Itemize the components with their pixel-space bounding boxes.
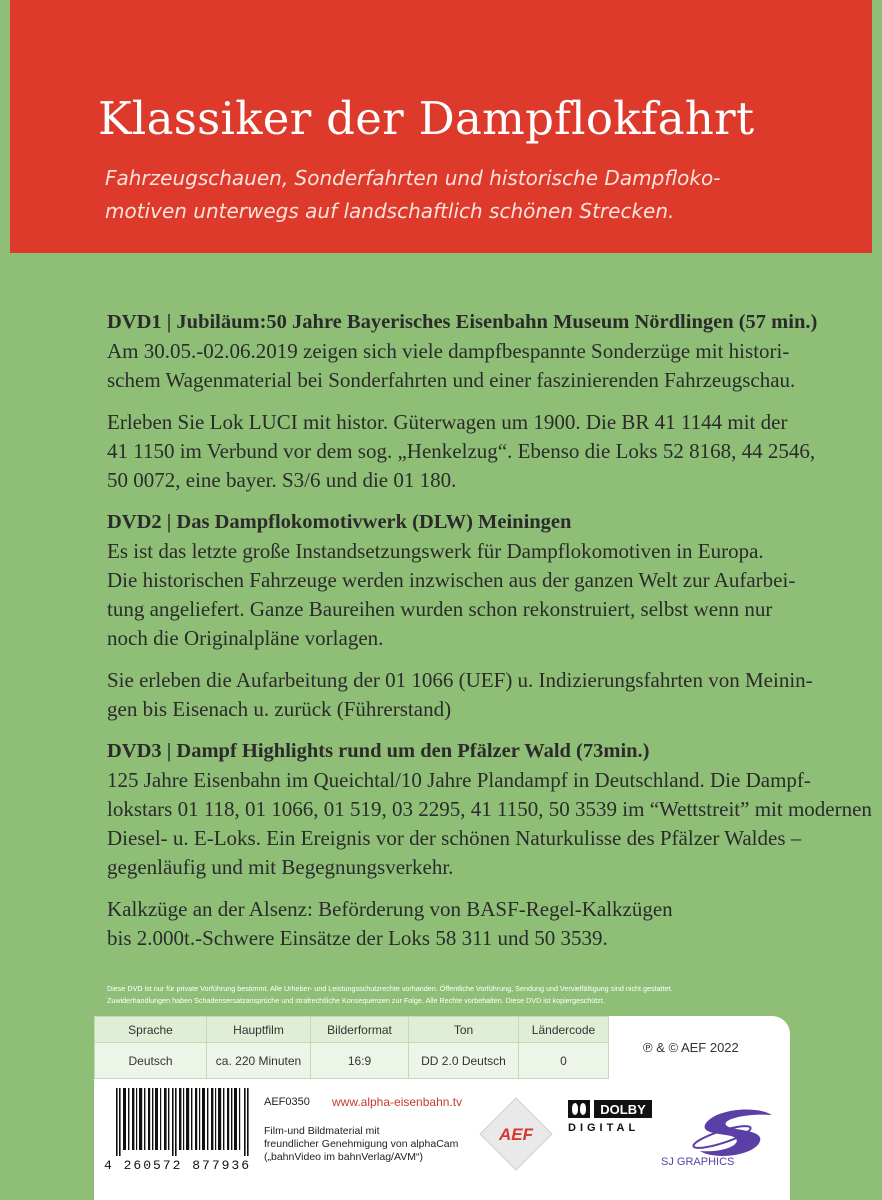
table-header-cell: Ländercode — [519, 1017, 609, 1043]
text-line: gegenläufig und mit Begegnungsverkehr. — [107, 855, 454, 879]
sj-graphics-logo — [686, 1107, 778, 1159]
text-line: schem Wagenmaterial bei Sonderfahrten und einer faszinierenden Fahrzeugschau. — [107, 368, 796, 392]
description — [107, 308, 872, 966]
subtitle-line: motiven unterwegs auf landschaftlich schönen Strecken. — [105, 199, 675, 223]
legal-line: Zuwiderhandlungen haben Schadensersatzansprüche und strafrechtliche Konsequenzen zur Folge. Alle Rechte vorbehalten. Diese DVD ist kopiergeschützt. — [107, 996, 605, 1005]
credits-line: („bahnVideo im bahnVerlag/AVM“) — [264, 1151, 423, 1163]
text-line: Erleben Sie Lok LUCI mit histor. Güterwagen um 1900. Die BR 41 1144 mit der — [107, 410, 788, 434]
table-header-cell: Ton — [409, 1017, 519, 1043]
text-line: Es ist das letzte große Instandsetzungswerk für Dampflokomotiven in Europa. — [107, 539, 764, 563]
table-row — [95, 1043, 609, 1079]
dvd2-heading: DVD2 | Das Dampflokomotivwerk (DLW) Meiningen — [107, 511, 572, 533]
product-code: AEF0350 — [264, 1096, 310, 1108]
copyright-notice: ℗ & © AEF 2022 — [643, 1040, 739, 1055]
legal-line: Diese DVD ist nur für private Vorführung bestimmt. Alle Urheber- und Leistungsschutzrechte vorhanden. Öffentliche Vorführung, Sendung und Vervielfältigung sind nicht gestattet. — [107, 984, 673, 993]
barcode-number: 4 260572 877936 — [104, 1158, 252, 1173]
text-line: gen bis Eisenach u. zurück (Führerstand) — [107, 697, 452, 721]
text-line: Diesel- u. E-Loks. Ein Ereignis vor der schönen Naturkulisse des Pfälzer Waldes – — [107, 826, 802, 850]
table-header-cell: Sprache — [95, 1017, 207, 1043]
table-cell: 0 — [519, 1043, 609, 1079]
text-line: Kalkzüge an der Alsenz: Beförderung von BASF-Regel-Kalkzügen — [107, 897, 673, 921]
table-cell: DD 2.0 Deutsch — [409, 1043, 519, 1079]
text-line: bis 2.000t.-Schwere Einsätze der Loks 58 311 und 50 3539. — [107, 926, 608, 950]
text-line: tung angeliefert. Ganze Baureihen wurden schon rekonstruiert, selbst wenn nur — [107, 597, 773, 621]
dvd1-heading: DVD1 | Jubiläum:50 Jahre Bayerisches Eisenbahn Museum Nördlingen (57 min.) — [107, 311, 818, 333]
page-title: Klassiker der Dampflokfahrt — [98, 92, 755, 145]
aef-logo-text: AEF — [499, 1125, 533, 1144]
barcode — [110, 1088, 255, 1156]
dolby-logo — [568, 1099, 664, 1133]
legal-notice — [107, 983, 797, 1007]
dvd1-paragraph-2 — [107, 408, 817, 495]
subtitle — [105, 162, 745, 228]
table-header-cell: Hauptfilm — [207, 1017, 311, 1043]
dvd2-paragraph-2 — [107, 666, 817, 724]
dvd2-paragraph-1 — [107, 537, 817, 653]
dvd3-paragraph-2 — [107, 895, 817, 953]
dvd3-heading: DVD3 | Dampf Highlights rund um den Pfälzer Wald (73min.) — [107, 740, 650, 762]
text-line: 41 1150 im Verbund vor dem sog. „Henkelzug“. Ebenso die Loks 52 8168, 44 2546, — [107, 439, 816, 463]
text-line: 125 Jahre Eisenbahn im Queichtal/10 Jahre Plandampf in Deutschland. Die Dampf- — [107, 768, 811, 792]
dvd3-paragraph-1 — [107, 766, 872, 882]
text-line: 50 0072, eine bayer. S3/6 und die 01 180. — [107, 468, 457, 492]
text-line: Am 30.05.-02.06.2019 zeigen sich viele dampfbespannte Sonderzüge mit histori- — [107, 339, 790, 363]
table-header-row — [95, 1017, 609, 1043]
text-line: Sie erleben die Aufarbeitung der 01 1066 (UEF) u. Indizierungsfahrten von Meinin- — [107, 668, 813, 692]
credits-line: Film-und Bildmaterial mit — [264, 1125, 380, 1137]
text-line: lokstars 01 118, 01 1066, 01 519, 03 2295, 41 1150, 50 3539 im “Wettstreit” mit modernen — [107, 797, 872, 821]
table-cell: 16:9 — [311, 1043, 409, 1079]
table-cell: ca. 220 Minuten — [207, 1043, 311, 1079]
credits — [264, 1125, 479, 1164]
website-link[interactable]: www.alpha-eisenbahn.tv — [332, 1095, 463, 1109]
dolby-digital-text: DIGITAL — [568, 1122, 640, 1133]
text-line: Die historischen Fahrzeuge werden inzwischen aus der ganzen Welt zur Aufarbei- — [107, 568, 796, 592]
subtitle-line: Fahrzeugschauen, Sonderfahrten und historische Dampfloko- — [105, 166, 721, 190]
tech-specs-table — [94, 1016, 609, 1079]
credits-line: freundlicher Genehmigung von alphaCam — [264, 1138, 459, 1150]
aef-logo — [478, 1096, 554, 1172]
table-header-cell: Bilderformat — [311, 1017, 409, 1043]
dolby-logo-text: DOLBY — [600, 1102, 646, 1117]
sj-graphics-label: SJ GRAPHICS — [661, 1156, 735, 1168]
dvd1-paragraph-1 — [107, 337, 817, 395]
table-cell: Deutsch — [95, 1043, 207, 1079]
text-line: noch die Originalpläne vorlagen. — [107, 626, 384, 650]
